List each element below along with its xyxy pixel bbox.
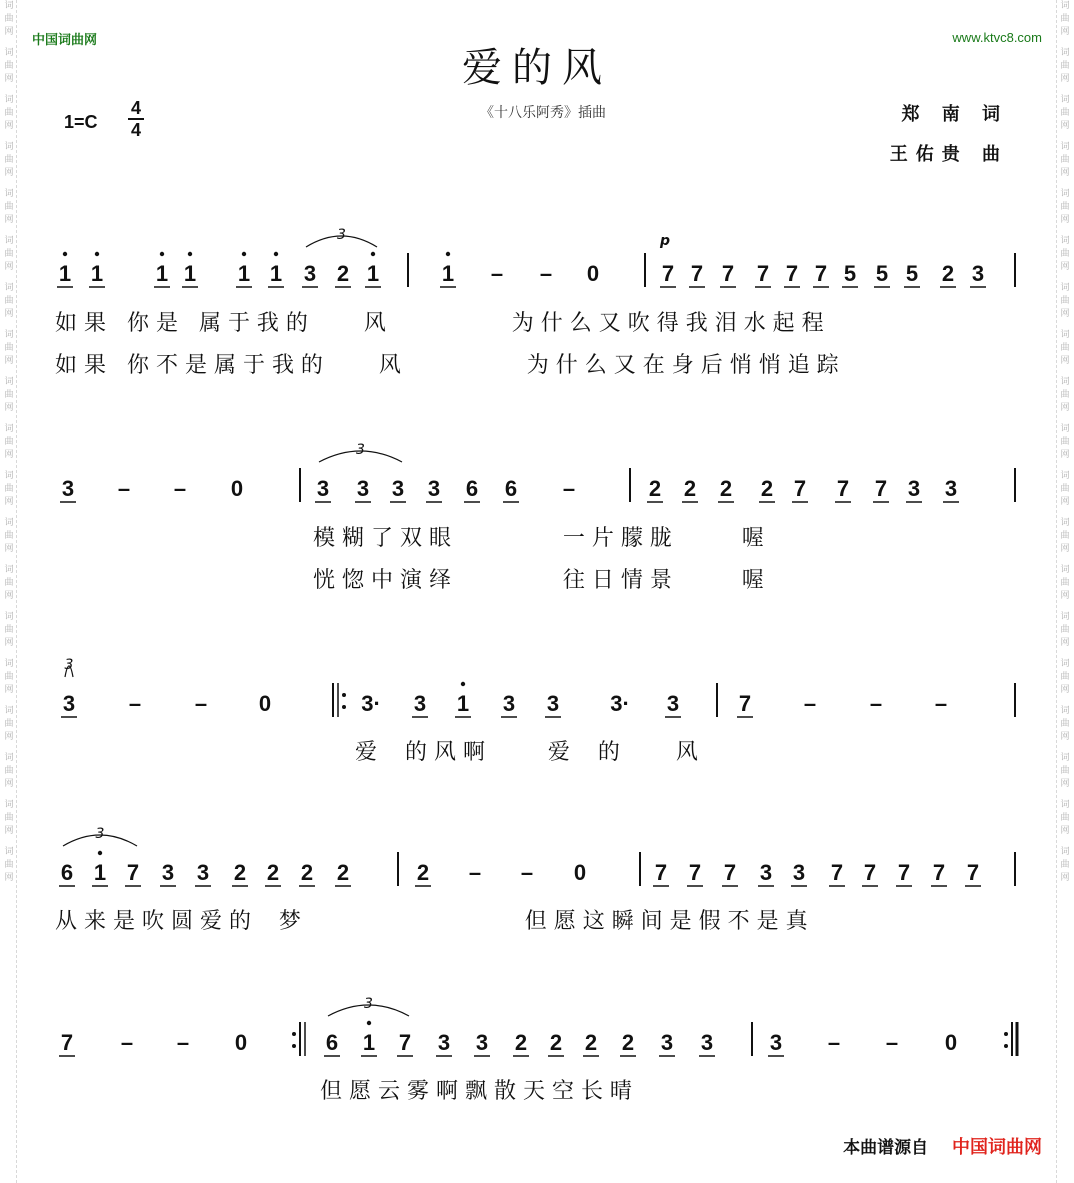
triplet-mark: 3	[64, 657, 74, 673]
repeat-dot	[1004, 1044, 1008, 1048]
note: 3	[61, 476, 75, 501]
note: 0	[944, 1030, 958, 1055]
lyric-line: 但 愿 云 雾 啊 飘 散 天 空 长 晴	[320, 1079, 632, 1104]
note: 1	[237, 261, 251, 286]
note: 3	[303, 261, 317, 286]
note: 2	[514, 1030, 528, 1055]
note: 0	[573, 860, 587, 885]
note: 7	[836, 476, 850, 501]
lyric-line: 恍 惚 中 演 绎 往 日 情 景 喔	[313, 568, 764, 593]
lyricist-credit: 郑 南 词	[901, 104, 1008, 125]
high-octave-dot	[98, 851, 102, 855]
note: 7	[785, 261, 799, 286]
note: –	[803, 691, 817, 716]
note: 3	[502, 691, 516, 716]
footer-label: 本曲谱源自	[843, 1138, 929, 1158]
repeat-dot	[1004, 1032, 1008, 1036]
note: 1	[366, 261, 380, 286]
note: 3	[391, 476, 405, 501]
note: 1	[183, 261, 197, 286]
note: 6	[325, 1030, 339, 1055]
note: 7	[60, 1030, 74, 1055]
note: 2	[300, 860, 314, 885]
note: –	[120, 1030, 134, 1055]
note: 2	[266, 860, 280, 885]
note: 6	[465, 476, 479, 501]
site-name-left: 中国词曲网	[32, 33, 98, 48]
note: 7	[897, 860, 911, 885]
high-octave-dot	[274, 252, 278, 256]
lyric-line: 模 糊 了 双 眼 一 片 朦 胧 喔	[313, 526, 764, 551]
high-octave-dot	[242, 252, 246, 256]
note: 7	[756, 261, 770, 286]
note: 7	[688, 860, 702, 885]
note: 2	[621, 1030, 635, 1055]
note: 3	[971, 261, 985, 286]
note: 0	[258, 691, 272, 716]
note: 7	[738, 691, 752, 716]
triplet-mark: 3	[95, 826, 105, 842]
triplet-mark: 3	[356, 442, 365, 458]
note: 7	[830, 860, 844, 885]
note: 7	[874, 476, 888, 501]
note: 0	[234, 1030, 248, 1055]
high-octave-dot	[95, 252, 99, 256]
note: 0	[230, 476, 244, 501]
note: 7	[814, 261, 828, 286]
note: 1	[456, 691, 470, 716]
note: 7	[793, 476, 807, 501]
song-subtitle: 《十八乐阿秀》插曲	[480, 105, 606, 121]
note: 1	[441, 261, 455, 286]
note: 2	[648, 476, 662, 501]
lyric-line: 从 来 是 吹 圆 爱 的 梦 但 愿 这 瞬 间 是 假 不 是 真	[55, 909, 808, 934]
note: 1	[362, 1030, 376, 1055]
note: 5	[843, 261, 857, 286]
note: 7	[661, 261, 675, 286]
note: 3	[437, 1030, 451, 1055]
note: –	[194, 691, 208, 716]
note: 1	[93, 860, 107, 885]
song-title: 爱的风	[462, 45, 612, 91]
footer-source: 中国词曲网	[952, 1137, 1042, 1158]
note: 3	[413, 691, 427, 716]
high-octave-dot	[367, 1021, 371, 1025]
note: 2	[336, 860, 350, 885]
note: –	[869, 691, 883, 716]
high-octave-dot	[160, 252, 164, 256]
right-watermark-strip: 词曲网 词曲网 词曲网 词曲网 词曲网 词曲网 词曲网 词曲网 词曲网 词曲网 词曲网 词曲网 词曲网 词曲网 词曲网 词曲网 词曲网 词曲网 词曲网	[1060, 1, 1070, 883]
note: 0	[586, 261, 600, 286]
time-bottom: 4	[130, 120, 141, 140]
note: 2	[336, 261, 350, 286]
note: 3	[546, 691, 560, 716]
high-octave-dot	[63, 252, 67, 256]
note: 2	[233, 860, 247, 885]
high-octave-dot	[371, 252, 375, 256]
composer-credit: 王佑贵 曲	[889, 144, 1008, 165]
note: 7	[863, 860, 877, 885]
note: 3	[792, 860, 806, 885]
note: –	[520, 860, 534, 885]
note: –	[827, 1030, 841, 1055]
note: 3	[769, 1030, 783, 1055]
note: 3	[660, 1030, 674, 1055]
note: 3	[161, 860, 175, 885]
note: 1	[90, 261, 104, 286]
note: 3	[316, 476, 330, 501]
note: –	[117, 476, 131, 501]
triplet-mark: 3	[364, 996, 373, 1012]
note: 7	[690, 261, 704, 286]
repeat-dot	[292, 1044, 296, 1048]
repeat-dot	[292, 1032, 296, 1036]
note: 1	[269, 261, 283, 286]
note: 7	[126, 860, 140, 885]
note: 2	[941, 261, 955, 286]
note: 7	[932, 860, 946, 885]
note: 2	[416, 860, 430, 885]
note: 3·	[610, 691, 630, 716]
note: 2	[719, 476, 733, 501]
note: 3	[62, 691, 76, 716]
note: 7	[721, 261, 735, 286]
left-watermark-strip: 词曲网 词曲网 词曲网 词曲网 词曲网 词曲网 词曲网 词曲网 词曲网 词曲网 词曲网 词曲网 词曲网 词曲网 词曲网 词曲网 词曲网 词曲网 词曲网	[4, 1, 14, 883]
note: 5	[905, 261, 919, 286]
site-url-right: www.ktvc8.com	[952, 30, 1042, 45]
lyric-line: 如 果 你 是 属 于 我 的 风 为 什 么 又 吹 得 我 泪 水 起 程	[55, 311, 824, 336]
note: –	[176, 1030, 190, 1055]
note: –	[468, 860, 482, 885]
note: –	[490, 261, 504, 286]
note: –	[562, 476, 576, 501]
note: –	[934, 691, 948, 716]
note: 3	[907, 476, 921, 501]
note: –	[539, 261, 553, 286]
note: 7	[398, 1030, 412, 1055]
note: –	[128, 691, 142, 716]
note: 3·	[361, 691, 381, 716]
note: 2	[549, 1030, 563, 1055]
note: 3	[666, 691, 680, 716]
lyric-line: 如 果 你 不 是 属 于 我 的 风 为 什 么 又 在 身 后 悄 悄 追 踪	[55, 353, 839, 378]
repeat-dot	[342, 693, 346, 697]
footer	[843, 1133, 1042, 1159]
note: 3	[475, 1030, 489, 1055]
key-signature: 1=C	[64, 112, 98, 132]
note: 3	[356, 476, 370, 501]
note: 1	[58, 261, 72, 286]
dynamic-mark: p	[660, 233, 671, 249]
lyric-line: 爱 的 风 啊 爱 的 风	[355, 740, 698, 765]
high-octave-dot	[461, 682, 465, 686]
note: 5	[875, 261, 889, 286]
note: 3	[700, 1030, 714, 1055]
note: 7	[966, 860, 980, 885]
high-octave-dot	[446, 252, 450, 256]
note: 6	[504, 476, 518, 501]
note: 2	[683, 476, 697, 501]
note: 2	[760, 476, 774, 501]
note: 7	[723, 860, 737, 885]
note: 2	[584, 1030, 598, 1055]
note: 3	[944, 476, 958, 501]
high-octave-dot	[188, 252, 192, 256]
note: –	[885, 1030, 899, 1055]
triplet-mark: 3	[337, 227, 346, 243]
repeat-dot	[342, 705, 346, 709]
note: 7	[654, 860, 668, 885]
note: 3	[196, 860, 210, 885]
note: 6	[60, 860, 74, 885]
note: 3	[759, 860, 773, 885]
note: –	[173, 476, 187, 501]
time-top: 4	[130, 98, 141, 118]
note: 3	[427, 476, 441, 501]
note: 1	[155, 261, 169, 286]
